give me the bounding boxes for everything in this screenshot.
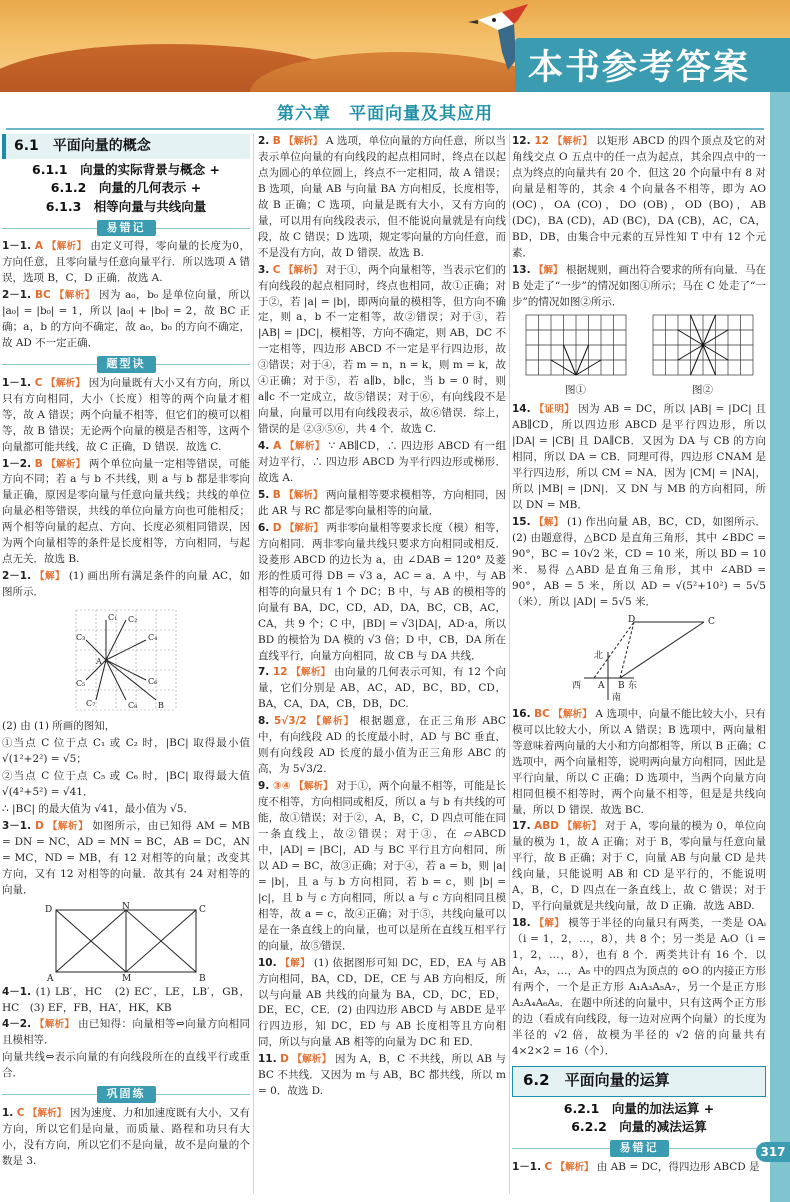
- answer-ans: BC: [35, 289, 51, 302]
- figure-label: A: [598, 680, 605, 691]
- answer-item: [2, 802, 250, 818]
- answer-label: 【解析】: [46, 377, 86, 389]
- answer-label: 【解】: [534, 918, 565, 930]
- column-3: [512, 134, 766, 1202]
- answer-item: [258, 714, 506, 778]
- answer-num: 12.: [512, 135, 531, 147]
- figure-label: C₄: [148, 633, 158, 643]
- answer-ans: 12: [534, 135, 549, 147]
- answer-item: [258, 665, 506, 713]
- answer-label: 【解】: [280, 957, 311, 969]
- tag-label: 易错记: [97, 220, 156, 237]
- answer-item: [258, 488, 506, 520]
- answer-ans: ③④: [272, 780, 291, 793]
- answer-text: (1) 画出所有满足条件的向量 AC，如图所示．: [2, 570, 250, 599]
- answer-num: 2－1.: [2, 289, 32, 302]
- header-title: 本书参考答案: [528, 48, 751, 88]
- answer-label: 【解析】: [54, 290, 95, 302]
- answer-text: ②当点 C 位于点 C₅ 或 C₆ 时，|BC| 取得最大值 √(4²+5²) = √41．: [2, 769, 250, 798]
- answer-item: [258, 134, 506, 262]
- subsection-heading: 6.1.1 向量的实际背景与概念 +: [32, 162, 220, 178]
- answer-num: 3.: [258, 263, 270, 276]
- answer-text: 对于 A，零向量的模为 0，单位向量的模为 1，故 A 正确；对于 B，零向量与任意向量平行，故 B 正确；对于 C，向量 AB 与向量 CD 是共线向量，只能说明 AB 和 CD 是平行的，不能说明 A，B，C，D 四点在一条直线上，故 C 错误；对于 D，平行向量就是共线向量，故 D 正确．故选 ABD.: [512, 820, 766, 913]
- answer-label: 【解析】: [552, 136, 593, 147]
- answer-text: 因为向量既有大小又有方向，所以只有方向相同，大小（长度）相等的两个向量才相等，故 A 错误；两个向量不相等，但它们的模可以相等，故 B 错误；无论两个向量的模是否相等，这两个向量都可能共线，故 C 正确，D 错误．故选 C.: [2, 376, 250, 453]
- answer-text: 对于①，两个向量相等，当表示它们的有向线段的起点相同时，终点也相同，故①正确；对于②，若 |a| = |b|，即两向量的模相等，但方向不确定，则 a，b 不一定相等，故②错误；对于③，若 |AB| = |DC|，模相等，方向不确定，则 AB，DC 不一定相等，四边形 ABCD 不一定是平行四边形，故③错误；对于④，若 m = n，n = k，则 m = k，故④正确；对于⑤，若 a∥b，b∥c，当 b = 0 时，则 a∥c 不一定成立，故⑤错误；对于⑥，有向线段不是向量，向量可以用有向线段表示，故⑥错误．综上，错误的是 ②③⑤⑥，共 4 个．故选 C.: [258, 263, 506, 436]
- answer-num: 1－1.: [2, 240, 32, 253]
- answer-label: 【解析】: [291, 667, 331, 679]
- figure-label: D: [628, 614, 636, 625]
- tag-divider: [2, 220, 250, 237]
- answer-ans: B: [34, 457, 43, 470]
- figure-label: 西: [572, 680, 582, 691]
- answer-ans: C: [16, 1107, 25, 1120]
- answer-item: [2, 376, 250, 456]
- rectangle-figure: [41, 902, 211, 982]
- column-divider: [509, 134, 510, 1194]
- answer-num: 1－1.: [512, 1160, 542, 1173]
- answer-num: 16.: [512, 707, 531, 720]
- answer-label: 【解析】: [284, 136, 323, 147]
- direction-figure: [554, 614, 724, 704]
- answer-list: [512, 1160, 766, 1176]
- answer-ans: A: [34, 240, 44, 253]
- answer-list: [2, 376, 250, 601]
- answer-item: [2, 1106, 250, 1170]
- answer-num: 4－1.: [2, 985, 32, 998]
- answer-ans: D: [35, 819, 44, 832]
- answer-ans: B: [272, 135, 281, 147]
- answer-item: [2, 457, 250, 569]
- answer-label: 【解析】: [292, 1054, 332, 1066]
- answer-item: [258, 263, 506, 438]
- answer-item: [512, 707, 766, 819]
- figure-caption: 图②: [692, 384, 713, 397]
- answer-text: A 选项，单位向量的方向任意，所以当表示单位向量的有向线段的起点相同时，终点在以起点为圆心的单位圆上，终点不一定相同，故 A 错误；B 选项，向量 AB 与向量 BA 方向相反，长度相等，故 B 正确；C 选项，向量是既有大小，又有方向的量，可以用有向线段表示，但不能说向量就是有向线段，故 C 错误；D 选项，规定零向量的方向任意，而不是没有方向，故 D 错误．故选 B.: [258, 135, 506, 259]
- figure-caption: 图①: [565, 384, 586, 397]
- answer-label: 【解析】: [27, 1108, 67, 1120]
- figure-label: C: [199, 904, 206, 915]
- answer-item: [512, 134, 766, 262]
- answer-text: (2) 由 (1) 所画的图知，: [2, 720, 116, 733]
- answer-num: 2.: [258, 135, 270, 147]
- answer-item: [512, 515, 766, 611]
- column-2: [258, 134, 506, 1202]
- answer-label: 【解】: [533, 264, 563, 276]
- figure-label: C₇: [86, 699, 96, 709]
- answer-num: 7.: [258, 666, 270, 679]
- answer-ans: B: [272, 488, 281, 501]
- answer-text: 因为 A，B，C 不共线，所以 AB 与 BC 不共线．又因为 m 与 AB，BC 都共线，所以 m = 0．故选 D.: [258, 1053, 506, 1098]
- section-box: [512, 1066, 766, 1097]
- answer-ans: 5√3/2: [273, 715, 307, 728]
- figure-label: A: [47, 973, 54, 982]
- figure-label: B: [199, 973, 206, 982]
- answer-item: [512, 819, 766, 915]
- tag-divider: [2, 356, 250, 373]
- answer-list: [512, 707, 766, 1060]
- column-divider: [253, 134, 254, 1194]
- tag-label: 易错记: [610, 1140, 669, 1157]
- answer-label: 【解析】: [294, 781, 333, 793]
- answer-num: 14.: [512, 403, 531, 416]
- column-1: [2, 134, 250, 1202]
- answer-text: 根据题意，在正三角形 ABC 中，有向线段 AD 的长度最小时，AD 与 BC 垂直，则有向线段 AD 长度的最小值为正三角形 ABC 的高，为 5√3/2.: [258, 715, 506, 776]
- answer-label: 【解析】: [562, 821, 602, 833]
- answer-label: 【解析】: [46, 458, 86, 470]
- subsection-heading: 6.2.2 向量的减法运算: [571, 1118, 707, 1134]
- figure-2: [651, 313, 755, 399]
- answer-text: 向量共线⇔表示向量的有向线段所在的直线平行或重合．: [2, 1051, 250, 1080]
- answer-num: 11.: [258, 1053, 277, 1066]
- chapter-rule: [6, 128, 764, 130]
- answer-num: 10.: [258, 956, 277, 969]
- answer-item: [512, 916, 766, 1060]
- answer-item: [2, 1050, 250, 1082]
- answer-item: [512, 402, 766, 514]
- tag-divider: [512, 1140, 766, 1157]
- answer-num: 5.: [258, 488, 270, 501]
- answer-text: 两非零向量相等要求长度（模）相等，方向相同．两非零向量共线只要求方向相同或相反．设菱形 ABCD 的边长为 a，由 ∠DAB = 120° 及菱形的性质可得 DB = √3 a，AC = a．A 中，与 AB 相等的向量只有 1 个 DC；B 中，与 AB 的模相等的向量有 BA，DC，CD，AD，DA，BC，CB，AC，CA，共 9 个；C 中，|BD| = √3|DA|，AD·a，所以 BD 的模恰为 DA 模的 √3 倍；D 中，CB，DA 所在直线平行，向量方向相同，故 CB 与 DA 共线．: [258, 521, 506, 662]
- answer-item: [258, 1052, 506, 1100]
- answer-text: 由已知得：向量相等⇔向量方向相同且模相等．: [2, 1018, 250, 1047]
- tag-label: 巩固练: [97, 1086, 156, 1103]
- figure-label: B: [158, 701, 164, 711]
- figure-label: 南: [612, 692, 622, 703]
- page-header: [0, 0, 790, 92]
- answer-list: [2, 239, 250, 352]
- answer-text: 由 AB = DC，得四边形 ABCD 是: [596, 1160, 760, 1173]
- answer-text: (1) LB′，HC (2) EC′，LE，LB′，GB，HC (3) EF，FB，HA′，HK，KB: [2, 985, 250, 1014]
- tag-label: 题型诀: [97, 356, 156, 373]
- answer-text: 由向量的几何表示可知，有 12 个向量，它们分别是 AB，AC，AD，BC，BD，CD，BA，CA，DA，CB，DB，DC.: [258, 666, 506, 711]
- answer-text: 因为 AB = DC，所以 |AB| = |DC| 且 AB∥CD，所以四边形 ABCD 是平行四边形，所以 |DA| = |CB| 且 DA∥CB．又因为 DA 与 CB 的方向相同，所以 DA = CB．同理可得，四边形 CNAM 是平行四边形，所以 CM = NA．因为 |CM| = |NA|，所以 |MB| = |DN|．又 DN 与 MB 的方向相同，所以 DN = MB．: [512, 403, 766, 512]
- answer-text: ∵ AB∥CD，∴ 四边形 ABCD 有一组对边平行，∴ 四边形 ABCD 为平行四边形或梯形．故选 A.: [258, 440, 506, 485]
- answer-ans: C: [34, 376, 43, 389]
- chapter-title: 第六章 平面向量及其应用: [277, 104, 493, 124]
- answer-label: 【解析】: [285, 441, 325, 453]
- answer-list: [2, 719, 250, 898]
- answer-ans: A: [273, 440, 282, 453]
- answer-ans: D: [280, 1053, 289, 1066]
- answer-num: 15.: [512, 516, 531, 529]
- answer-item: [512, 263, 766, 311]
- answer-list: [2, 1106, 250, 1170]
- figure-label: C₁: [108, 613, 118, 623]
- answer-label: 【解析】: [283, 264, 323, 276]
- subsection-heading: 6.2.1 向量的加法运算 +: [563, 1100, 715, 1116]
- answer-item: [2, 736, 250, 768]
- answer-item: [258, 521, 506, 665]
- answer-item: [258, 439, 506, 487]
- answer-item: [2, 288, 250, 352]
- figure-label: 东: [628, 680, 638, 691]
- answer-num: 2－1.: [2, 570, 32, 583]
- figure-label: C₈: [128, 701, 138, 711]
- answer-item: [512, 1160, 766, 1176]
- tag-divider: [2, 1086, 250, 1103]
- answer-text: ①当点 C 位于点 C₁ 或 C₂ 时，|BC| 取得最小值 √(1²+2²) = √5；: [2, 737, 250, 765]
- answer-text: 因为速度、力和加速度既有大小，又有方向，所以它们是向量，而质量、路程和功只有大小，没有方向，所以它们不是向量，故不是向量的个数是 3.: [2, 1107, 250, 1167]
- answer-num: 18.: [512, 917, 531, 930]
- answer-text: 模等于半径的向量只有两类，一类是 OAᵢ（i = 1，2，…，8），共 8 个；另一类是 AᵢO（i = 1，2，…，8），也有 8 个．两类共计有 16 个．以 A₁，A₂，…，A₈ 中的四点为顶点的 ⊙O 的内接正方形有两个，一个是正方形 A₁A₃A₅A₇，另一个是正方形 A₂A₄A₆A₈．在题中所述的向量中，只有这两个正方形的边（看成有向线段，每一边对应两个向量）的长度为半径的 √2 倍，故模为半径的 √2 倍的向量共有 4×2×2 = 16（个）．: [512, 917, 766, 1057]
- page-number: 317: [756, 1142, 790, 1162]
- figure-1: [524, 313, 628, 399]
- answer-ans: C: [272, 263, 281, 276]
- figure-label: C₆: [148, 677, 158, 687]
- answer-num: 4－2.: [2, 1018, 32, 1031]
- answer-label: 【解析】: [311, 716, 355, 728]
- answer-ans: C: [544, 1160, 553, 1173]
- figure-label: B: [618, 680, 625, 691]
- answer-label: 【解析】: [284, 522, 324, 534]
- answer-list: [258, 134, 506, 1100]
- answer-item: [2, 819, 250, 899]
- answer-num: 17.: [512, 820, 531, 833]
- figure-label: M: [122, 973, 132, 982]
- answer-item: [2, 569, 250, 601]
- answer-text: 如图所示，由已知得 AM = MB = DN = NC，AD = MN = BC，AB = DC，AN = MC，ND = MB，有 12 对相等的向量；改变其方向，又有 12 对相等的向量．故其有 24 对相等的向量．: [2, 819, 250, 896]
- answer-item: [2, 239, 250, 287]
- answer-item: [258, 779, 506, 954]
- answer-list: [2, 985, 250, 1083]
- grid-vector-figure: [66, 604, 186, 716]
- answer-ans: BC: [534, 707, 550, 720]
- answer-item: [2, 719, 250, 735]
- section-heading: 6.2 平面向量的运算: [513, 1067, 765, 1094]
- answer-text: (1) 依据图形可知 DC，ED，EA 与 AB 方向相同，BA，CD，DE，CE 与 AB 方向相反，所以与向量 AB 共线的向量为 BA，CD，DC，ED，DE，EC，CE．(2) 由四边形 ABCD 与 ABDE 是平行四边形，知 DC，ED 与 AB 长度相等且方向相同，所以与向量 AB 相等的向量为 DC 和 ED．: [258, 956, 506, 1049]
- answer-text: 由定义可得，零向量的长度为0，方向任意，且零向量与任意向量平行．所以选项 A 错误，选项 B，C，D 正确．故选 A.: [2, 240, 250, 285]
- subsection-heading: 6.1.3 相等向量与共线向量: [45, 198, 207, 214]
- answer-text: 对于①，两个向量不相等，可能是长度不相等，方向相同或相反，所以 a 与 b 有共线的可能，故①错误；对于②，A，B，C，D 四点可能在同一条直线上，故②错误；对于③，在 ▱ABCD 中，|AD| = |BC|，AD 与 BC 平行且方向相同，所以 AD = BC，故③正确；对于④，若 a = b，则 |a| = |b|，且 a 与 b 方向相同，若 b = c，则 |b| = |c|，且 b 与 c 方向相同，所以 a 与 c 方向相同且模相等，故 a = c，故④正确；对于⑤，共线向量可以是在一条直线上的向量，也可以是所在直线互相平行的向量，故⑤错误．: [258, 780, 506, 952]
- answer-item: [258, 956, 506, 1052]
- answer-num: 8.: [258, 715, 270, 728]
- figure-label: N: [122, 901, 130, 912]
- answer-list: [512, 402, 766, 610]
- answer-label: 【解析】: [553, 708, 592, 720]
- answer-text: (1) 作出向量 AB，BC，CD，如图所示．(2) 由题意得，△BCD 是直角三角形，其中 ∠BDC = 90°，BC = 10√2 米，CD = 10 米，所以 BD = 10 米．易得 △ABD 是直角三角形，其中 ∠ABD = 90°，AB = 5 米，所以 AD = √(5²+10²) = 5√5（米）．所以 |AD| = 5√5 米．: [512, 516, 766, 608]
- side-strip: [770, 92, 790, 1202]
- answer-item: [2, 769, 250, 801]
- answer-text: 两个单位向量一定相等错误，可能方向不同；若 a 与 b 不共线，则 a 与 b 都是非零向量正确，原因是零向量与任意向量共线；共线的单位向量必相等错误，共线的单位向量方向也可能相反；两个相等向量的起点、方向、长度必须相同错误，因为两个向量相等的条件是长度相等，方向相同，与起点无关．故选 B.: [2, 457, 250, 566]
- answer-label: 【解析】: [284, 489, 323, 501]
- answer-text: 因为 a₀，b₀ 是单位向量，所以 |a₀| = |b₀| = 1，所以 |a₀| + |b₀| = 2，故 BC 正确；a，b 的方向不确定，故 a₀，b₀ 的方向不确定，故 AD 不一定正确．: [2, 289, 250, 350]
- answer-num: 6.: [258, 521, 270, 534]
- answer-text: 以矩形 ABCD 的四个顶点及它的对角线交点 O 五点中的任一点为起点，其余四点中的一点为终点的向量共有 20 个．但这 20 个向量中有 8 对向量是相等的，其余 4 个向量各不相等，即为 AO (OC)，OA (CO)，DO (OB)，OD (BO)，AB (DC)，BA (CD)，AD (BC)，DA (CB)，AC，CA，BD，DB，由集合中元素的互异性知 T 中有 12 个元素．: [512, 135, 766, 259]
- chessboard-figure-1: [524, 313, 628, 377]
- answer-label: 【解析】: [46, 241, 87, 253]
- answer-label: 【解析】: [555, 1161, 594, 1173]
- subsection-heading: 6.1.2 向量的几何表示 +: [50, 180, 202, 196]
- answer-label: 【解析】: [34, 1019, 75, 1031]
- figure-label: C₂: [128, 615, 138, 625]
- answer-list: [512, 134, 766, 310]
- answer-ans: ABD: [534, 820, 560, 833]
- answer-text: 根据规则，画出符合要求的所有向量．马在 B 处走了“一步”的情况如图①所示；马在 C 处走了“一步”的情况如图②所示．: [512, 263, 766, 308]
- figure-label: C₃: [76, 633, 86, 643]
- answer-ans: 12: [272, 666, 288, 679]
- answer-label: 【证明】: [534, 404, 575, 416]
- answer-item: [2, 985, 250, 1017]
- answer-label: 【解】: [34, 571, 65, 583]
- answer-num: 13.: [512, 263, 531, 276]
- answer-num: 3－1.: [2, 819, 32, 832]
- answer-text: A 选项中，向量不能比较大小，只有模可以比较大小，所以 A 错误；B 选项中，两向量相等意味着两向量的大小和方向都相等，所以 B 正确；C 选项中，两个向量相等，说明两向量方向相同，因此是平行向量，所以 C 正确；D 选项中，当两个向量方向相同但模不相等时，两个向量不相等，但是是共线向量，所以 D 错误．故选 BC.: [512, 707, 766, 816]
- figure-label: D: [45, 904, 53, 915]
- answer-num: 1－2.: [2, 457, 32, 470]
- figure-label: A: [96, 657, 102, 667]
- figure-label: C: [708, 616, 715, 627]
- answer-num: 9.: [258, 780, 270, 793]
- figure-label: 北: [594, 650, 604, 661]
- answer-text: ∴ |BC| 的最大值为 √41，最小值为 √5．: [2, 802, 194, 815]
- chess-figures: [512, 313, 766, 399]
- answer-ans: D: [272, 521, 282, 534]
- answer-label: 【解】: [534, 517, 564, 529]
- answer-num: 4.: [258, 440, 270, 453]
- answer-item: [2, 1017, 250, 1049]
- chessboard-figure-2: [651, 313, 755, 377]
- answer-label: 【解析】: [47, 820, 89, 832]
- answer-num: 1－1.: [2, 376, 32, 389]
- answer-text: 两向量相等要求模相等，方向相同，因此 AR 与 RC 都是零向量相等的向量．: [258, 488, 506, 517]
- answer-num: 1.: [2, 1107, 14, 1120]
- figure-label: C₅: [76, 679, 86, 689]
- section-heading: 6.1 平面向量的概念: [2, 134, 250, 159]
